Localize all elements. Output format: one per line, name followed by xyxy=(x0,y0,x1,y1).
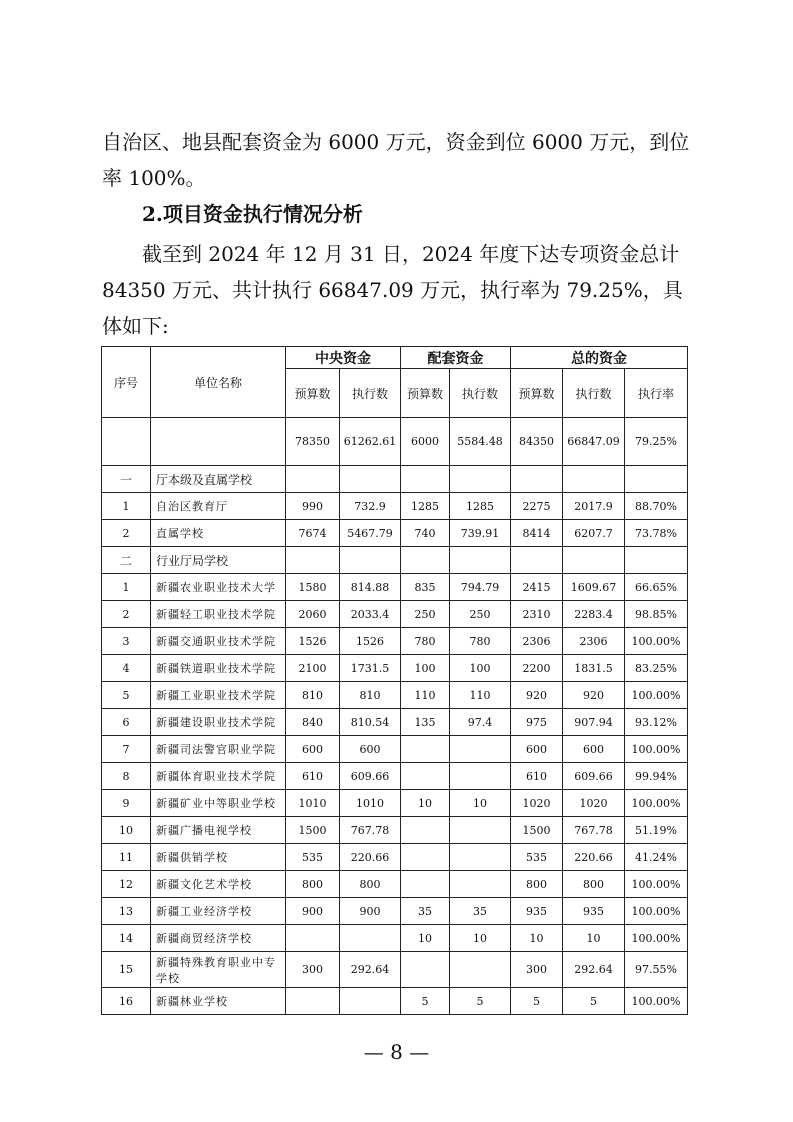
central-budget xyxy=(286,466,340,493)
matching-executed: 97.4 xyxy=(450,709,511,736)
matching-executed xyxy=(450,817,511,844)
total-executed: 2306 xyxy=(563,628,625,655)
total-budget: 600 xyxy=(511,736,563,763)
matching-budget xyxy=(401,844,450,871)
execution-rate: 100.00% xyxy=(625,682,688,709)
execution-rate: 100.00% xyxy=(625,988,688,1015)
matching-executed: 5 xyxy=(450,988,511,1015)
row-index: 2 xyxy=(102,520,151,547)
matching-executed: 10 xyxy=(450,925,511,952)
header-matching-funds: 配套资金 xyxy=(401,347,511,369)
total-executed: 1609.67 xyxy=(563,574,625,601)
unit-name: 新疆商贸经济学校 xyxy=(151,925,286,952)
row-index: 1 xyxy=(102,574,151,601)
row-index: 9 xyxy=(102,790,151,817)
total-executed: 907.94 xyxy=(563,709,625,736)
central-budget: 2100 xyxy=(286,655,340,682)
row-index: 8 xyxy=(102,763,151,790)
central-executed xyxy=(340,925,401,952)
matching-executed: 35 xyxy=(450,898,511,925)
matching-executed: 1285 xyxy=(450,493,511,520)
execution-rate: 100.00% xyxy=(625,736,688,763)
central-executed: 220.66 xyxy=(340,844,401,871)
header-matching-budget: 预算数 xyxy=(401,369,450,418)
total-budget: 535 xyxy=(511,844,563,871)
unit-name: 新疆文化艺术学校 xyxy=(151,871,286,898)
total-executed xyxy=(563,547,625,574)
central-budget: 1526 xyxy=(286,628,340,655)
total-executed: 220.66 xyxy=(563,844,625,871)
central-budget: 840 xyxy=(286,709,340,736)
matching-budget: 835 xyxy=(401,574,450,601)
central-budget: 78350 xyxy=(286,418,340,466)
unit-name: 自治区教育厅 xyxy=(151,493,286,520)
matching-budget: 1285 xyxy=(401,493,450,520)
central-executed: 810.54 xyxy=(340,709,401,736)
total-budget xyxy=(511,466,563,493)
matching-budget xyxy=(401,817,450,844)
central-executed: 814.88 xyxy=(340,574,401,601)
central-budget: 7674 xyxy=(286,520,340,547)
execution-rate: 100.00% xyxy=(625,898,688,925)
matching-budget xyxy=(401,466,450,493)
table-row xyxy=(102,925,688,952)
row-index: 二 xyxy=(102,547,151,574)
matching-executed xyxy=(450,844,511,871)
table-row xyxy=(102,574,688,601)
matching-budget: 10 xyxy=(401,925,450,952)
total-budget: 1500 xyxy=(511,817,563,844)
row-index: 一 xyxy=(102,466,151,493)
matching-budget: 100 xyxy=(401,655,450,682)
row-index: 11 xyxy=(102,844,151,871)
header-central-budget: 预算数 xyxy=(286,369,340,418)
total-executed: 5 xyxy=(563,988,625,1015)
execution-rate: 79.25% xyxy=(625,418,688,466)
execution-rate: 97.55% xyxy=(625,952,688,988)
table-row xyxy=(102,790,688,817)
unit-name: 新疆特殊教育职业中专学校 xyxy=(151,952,286,988)
central-budget: 800 xyxy=(286,871,340,898)
row-index: 14 xyxy=(102,925,151,952)
matching-executed xyxy=(450,871,511,898)
total-budget: 2200 xyxy=(511,655,563,682)
total-executed: 10 xyxy=(563,925,625,952)
row-index: 2 xyxy=(102,601,151,628)
matching-executed: 100 xyxy=(450,655,511,682)
table-row xyxy=(102,520,688,547)
central-budget: 600 xyxy=(286,736,340,763)
table-row xyxy=(102,898,688,925)
unit-name: 新疆广播电视学校 xyxy=(151,817,286,844)
execution-rate: 100.00% xyxy=(625,925,688,952)
central-budget: 900 xyxy=(286,898,340,925)
paragraph-execution-summary: 截至到 2024 年 12 月 31 日，2024 年度下达专项资金总计 84350 万元、共计执行 66847.09 万元，执行率为 79.25%，具体如下: xyxy=(102,242,683,338)
execution-rate: 51.19% xyxy=(625,817,688,844)
central-executed xyxy=(340,547,401,574)
execution-rate: 93.12% xyxy=(625,709,688,736)
matching-executed: 10 xyxy=(450,790,511,817)
execution-rate xyxy=(625,466,688,493)
row-index: 13 xyxy=(102,898,151,925)
total-executed: 935 xyxy=(563,898,625,925)
central-budget: 610 xyxy=(286,763,340,790)
central-executed: 292.64 xyxy=(340,952,401,988)
central-executed: 600 xyxy=(340,736,401,763)
header-index: 序号 xyxy=(102,347,151,418)
header-total-budget: 预算数 xyxy=(511,369,563,418)
unit-name: 直属学校 xyxy=(151,520,286,547)
central-executed: 810 xyxy=(340,682,401,709)
central-budget xyxy=(286,988,340,1015)
table-row xyxy=(102,493,688,520)
unit-name: 新疆林业学校 xyxy=(151,988,286,1015)
total-budget: 84350 xyxy=(511,418,563,466)
header-central-funds: 中央资金 xyxy=(286,347,401,369)
central-budget: 535 xyxy=(286,844,340,871)
total-executed: 66847.09 xyxy=(563,418,625,466)
unit-name xyxy=(151,418,286,466)
row-index xyxy=(102,418,151,466)
matching-executed: 5584.48 xyxy=(450,418,511,466)
central-executed xyxy=(340,988,401,1015)
central-executed: 61262.61 xyxy=(340,418,401,466)
central-budget xyxy=(286,925,340,952)
row-index: 4 xyxy=(102,655,151,682)
execution-rate: 88.70% xyxy=(625,493,688,520)
central-executed: 5467.79 xyxy=(340,520,401,547)
row-index: 7 xyxy=(102,736,151,763)
matching-executed xyxy=(450,466,511,493)
central-budget: 1010 xyxy=(286,790,340,817)
table-row xyxy=(102,763,688,790)
total-budget xyxy=(511,547,563,574)
matching-budget: 135 xyxy=(401,709,450,736)
total-budget: 935 xyxy=(511,898,563,925)
row-index: 1 xyxy=(102,493,151,520)
page-number: — 8 — xyxy=(363,1040,430,1064)
total-budget: 10 xyxy=(511,925,563,952)
header-total-funds: 总的资金 xyxy=(511,347,688,369)
matching-budget xyxy=(401,952,450,988)
total-budget: 920 xyxy=(511,682,563,709)
matching-executed: 794.79 xyxy=(450,574,511,601)
matching-budget xyxy=(401,763,450,790)
total-executed: 600 xyxy=(563,736,625,763)
central-executed: 800 xyxy=(340,871,401,898)
total-budget: 2415 xyxy=(511,574,563,601)
table-total-row xyxy=(102,418,688,466)
matching-budget: 6000 xyxy=(401,418,450,466)
unit-name: 新疆体育职业技术学院 xyxy=(151,763,286,790)
unit-name: 厅本级及直属学校 xyxy=(151,466,286,493)
central-executed: 1526 xyxy=(340,628,401,655)
row-index: 10 xyxy=(102,817,151,844)
unit-name: 新疆轻工职业技术学院 xyxy=(151,601,286,628)
central-executed: 2033.4 xyxy=(340,601,401,628)
header-unit-name: 单位名称 xyxy=(151,347,286,418)
central-budget: 300 xyxy=(286,952,340,988)
total-budget: 1020 xyxy=(511,790,563,817)
total-budget: 2310 xyxy=(511,601,563,628)
table-row xyxy=(102,988,688,1015)
table-row xyxy=(102,844,688,871)
unit-name: 新疆工业经济学校 xyxy=(151,898,286,925)
total-executed: 609.66 xyxy=(563,763,625,790)
execution-rate: 73.78% xyxy=(625,520,688,547)
total-executed: 2017.9 xyxy=(563,493,625,520)
total-executed: 800 xyxy=(563,871,625,898)
unit-name: 行业厅局学校 xyxy=(151,547,286,574)
total-budget: 800 xyxy=(511,871,563,898)
central-executed: 1731.5 xyxy=(340,655,401,682)
table-row xyxy=(102,466,688,493)
central-budget xyxy=(286,547,340,574)
row-index: 16 xyxy=(102,988,151,1015)
unit-name: 新疆司法警官职业学院 xyxy=(151,736,286,763)
central-budget: 810 xyxy=(286,682,340,709)
total-budget: 8414 xyxy=(511,520,563,547)
unit-name: 新疆铁道职业技术学院 xyxy=(151,655,286,682)
matching-budget: 740 xyxy=(401,520,450,547)
unit-name: 新疆交通职业技术学院 xyxy=(151,628,286,655)
total-executed xyxy=(563,466,625,493)
execution-rate: 98.85% xyxy=(625,601,688,628)
paragraph-funding-summary: 自治区、地县配套资金为 6000 万元，资金到位 6000 万元，到位率 100%。 xyxy=(102,130,690,190)
unit-name: 新疆建设职业技术学院 xyxy=(151,709,286,736)
central-executed xyxy=(340,466,401,493)
matching-executed xyxy=(450,952,511,988)
central-budget: 1580 xyxy=(286,574,340,601)
unit-name: 新疆矿业中等职业学校 xyxy=(151,790,286,817)
row-index: 15 xyxy=(102,952,151,988)
central-budget: 990 xyxy=(286,493,340,520)
matching-budget xyxy=(401,736,450,763)
central-executed: 609.66 xyxy=(340,763,401,790)
total-executed: 2283.4 xyxy=(563,601,625,628)
matching-budget: 35 xyxy=(401,898,450,925)
execution-rate: 83.25% xyxy=(625,655,688,682)
matching-budget xyxy=(401,871,450,898)
central-executed: 767.78 xyxy=(340,817,401,844)
row-index: 3 xyxy=(102,628,151,655)
table-row xyxy=(102,952,688,988)
total-executed: 920 xyxy=(563,682,625,709)
execution-rate: 100.00% xyxy=(625,790,688,817)
table-row xyxy=(102,817,688,844)
table-row xyxy=(102,736,688,763)
central-executed: 732.9 xyxy=(340,493,401,520)
total-executed: 1831.5 xyxy=(563,655,625,682)
execution-rate: 66.65% xyxy=(625,574,688,601)
matching-executed: 739.91 xyxy=(450,520,511,547)
matching-executed: 110 xyxy=(450,682,511,709)
total-budget: 2275 xyxy=(511,493,563,520)
table-row xyxy=(102,682,688,709)
unit-name: 新疆供销学校 xyxy=(151,844,286,871)
matching-budget: 250 xyxy=(401,601,450,628)
matching-executed xyxy=(450,763,511,790)
unit-name: 新疆农业职业技术大学 xyxy=(151,574,286,601)
matching-budget: 780 xyxy=(401,628,450,655)
total-budget: 5 xyxy=(511,988,563,1015)
table-row xyxy=(102,709,688,736)
execution-rate xyxy=(625,547,688,574)
matching-budget: 110 xyxy=(401,682,450,709)
total-budget: 2306 xyxy=(511,628,563,655)
central-budget: 1500 xyxy=(286,817,340,844)
total-executed: 292.64 xyxy=(563,952,625,988)
total-executed: 6207.7 xyxy=(563,520,625,547)
execution-rate: 100.00% xyxy=(625,871,688,898)
header-execution-rate: 执行率 xyxy=(625,369,688,418)
header-central-executed: 执行数 xyxy=(340,369,401,418)
central-executed: 1010 xyxy=(340,790,401,817)
matching-executed: 250 xyxy=(450,601,511,628)
total-executed: 767.78 xyxy=(563,817,625,844)
header-matching-executed: 执行数 xyxy=(450,369,511,418)
execution-rate: 99.94% xyxy=(625,763,688,790)
table-row xyxy=(102,628,688,655)
matching-budget: 5 xyxy=(401,988,450,1015)
funding-table xyxy=(101,346,688,1015)
central-budget: 2060 xyxy=(286,601,340,628)
matching-executed: 780 xyxy=(450,628,511,655)
table-body xyxy=(102,418,688,1015)
total-budget: 975 xyxy=(511,709,563,736)
header-total-executed: 执行数 xyxy=(563,369,625,418)
table-row xyxy=(102,601,688,628)
execution-rate: 100.00% xyxy=(625,628,688,655)
total-executed: 1020 xyxy=(563,790,625,817)
table-row xyxy=(102,547,688,574)
matching-executed xyxy=(450,736,511,763)
execution-rate: 41.24% xyxy=(625,844,688,871)
row-index: 5 xyxy=(102,682,151,709)
central-executed: 900 xyxy=(340,898,401,925)
total-budget: 610 xyxy=(511,763,563,790)
total-budget: 300 xyxy=(511,952,563,988)
matching-budget: 10 xyxy=(401,790,450,817)
table-row xyxy=(102,655,688,682)
row-index: 6 xyxy=(102,709,151,736)
section-heading: 2.项目资金执行情况分析 xyxy=(142,202,363,226)
matching-budget xyxy=(401,547,450,574)
table-row xyxy=(102,871,688,898)
matching-executed xyxy=(450,547,511,574)
unit-name: 新疆工业职业技术学院 xyxy=(151,682,286,709)
row-index: 12 xyxy=(102,871,151,898)
